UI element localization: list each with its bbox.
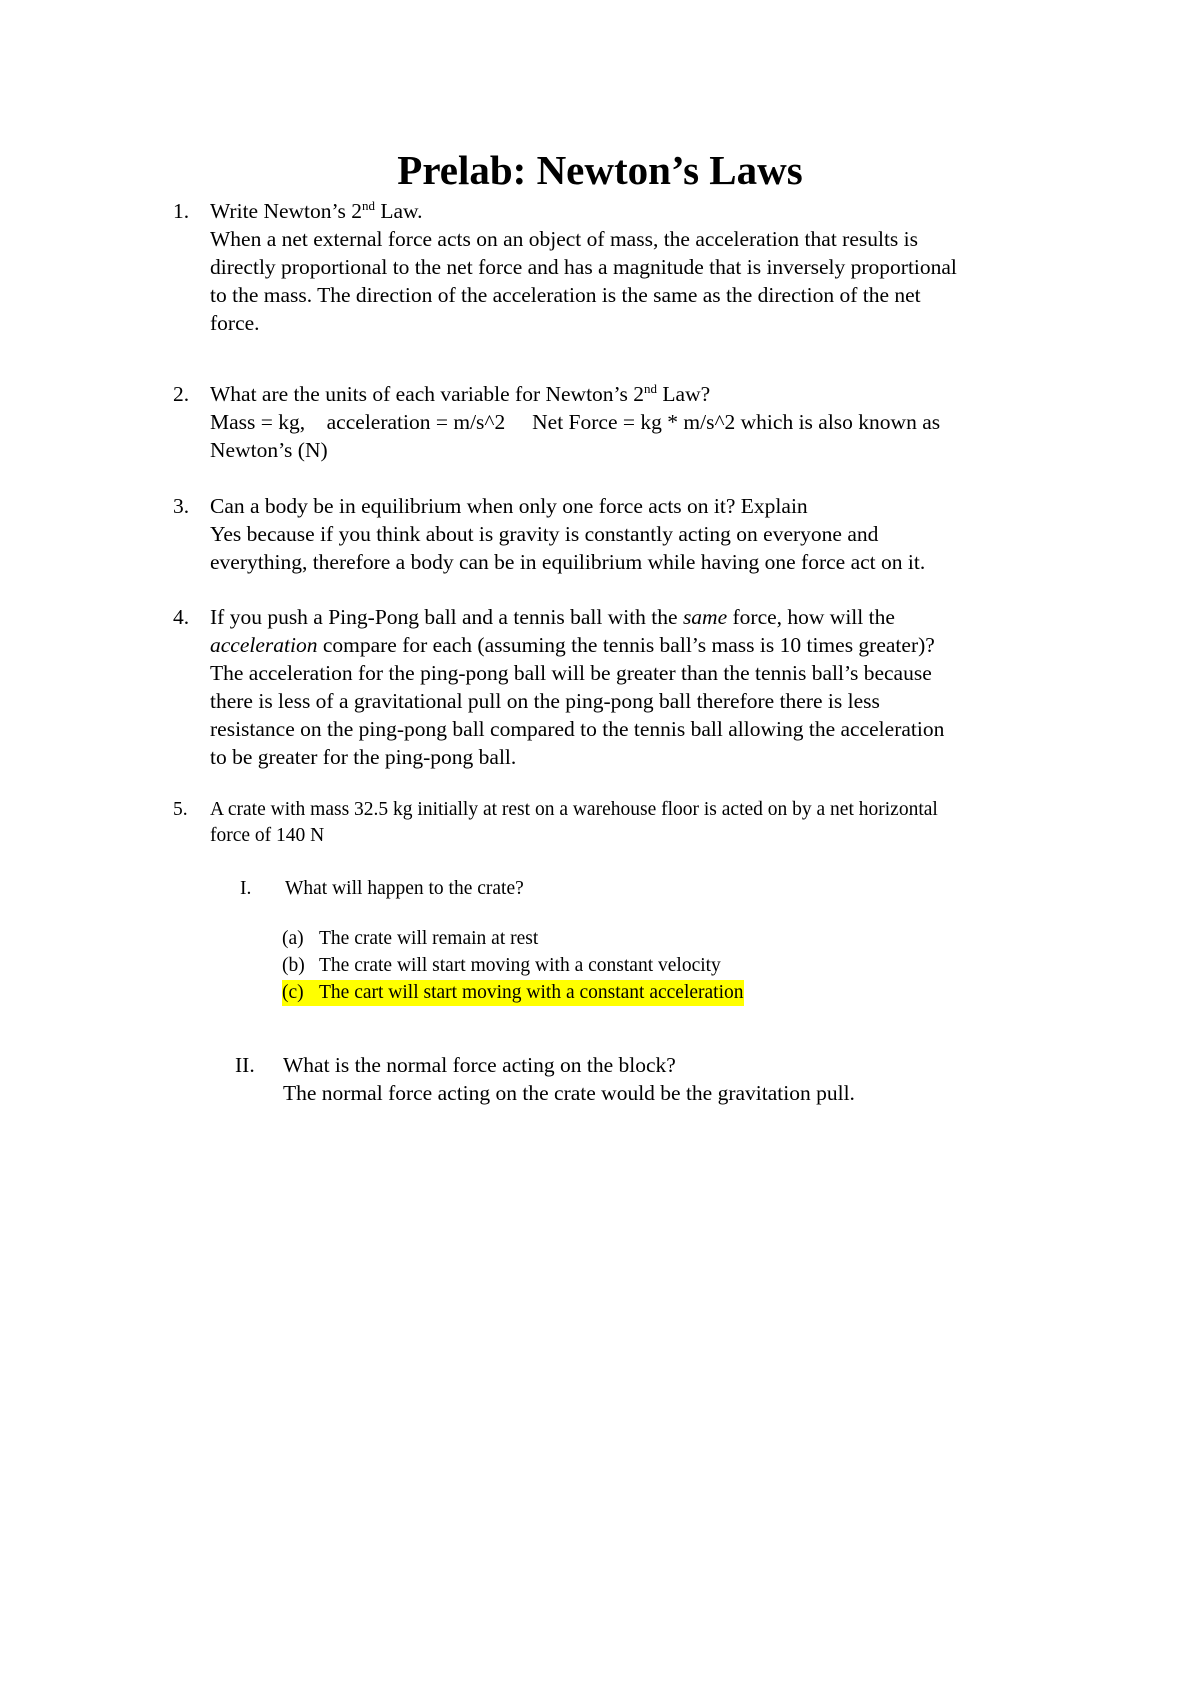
question-body [210,197,1080,337]
question-text [210,603,1080,631]
question-number: 4. [173,605,190,629]
question-text-part: If you push a Ping-Pong ball and a tennis ball with the [210,605,683,629]
question-text [210,631,1080,659]
option-letter: (a) [282,928,304,949]
option-c-highlighted [282,980,744,1006]
superscript: nd [644,381,658,396]
answer-line: The acceleration for the ping-pong ball will be greater than the tennis ball’s because [210,661,932,685]
option-text: The crate will start moving with a constant velocity [319,955,721,976]
roman-numeral: II. [235,1053,255,1077]
answer-line: to be greater for the ping-pong ball. [210,745,517,769]
emphasis-text: acceleration [210,633,318,657]
answer-line: there is less of a gravitational pull on the ping-pong ball therefore there is less [210,689,880,713]
question-text [210,197,1080,225]
question-number: 5. [173,799,188,820]
option-a [282,926,538,952]
answer-line: directly proportional to the net force and has a magnitude that is inversely proportional [210,255,957,279]
question-text: force of 140 N [210,825,325,846]
question-text-part: Write Newton’s 2 [210,199,362,223]
answer-line: When a net external force acts on an object of mass, the acceleration that results is [210,227,919,251]
question-body [210,797,1080,849]
page-title: Prelab: Newton’s Laws [397,147,803,193]
question-text: Can a body be in equilibrium when only one force acts on it? Explain [210,494,808,518]
question-text-part: What are the units of each variable for Newton’s 2 [210,382,645,406]
answer-line: to the mass. The direction of the acceleration is the same as the direction of the net [210,283,921,307]
question-body [210,603,1080,771]
sub-question-text: What will happen to the crate? [285,878,524,899]
option-letter: (c) [282,982,304,1003]
question-text-part: compare for each (assuming the tennis ball’s mass is 10 times greater)? [317,633,935,657]
question-text-part: Law. [375,199,423,223]
question-number: 2. [173,382,190,406]
roman-numeral: I. [240,878,252,899]
answer-line: The normal force acting on the crate would be the gravitation pull. [283,1081,855,1105]
answer-line: force. [210,311,260,335]
emphasis-text: same [682,605,728,629]
question-text: A crate with mass 32.5 kg initially at rest on a warehouse floor is acted on by a net horizontal [210,799,938,820]
question-text [210,380,1080,408]
superscript: nd [362,198,375,213]
answer-line: Mass = kg, acceleration = m/s^2 Net Force = kg * m/s^2 which is also known as [210,410,941,434]
option-letter: (b) [282,955,305,976]
answer-line: resistance on the ping-pong ball compared to the tennis ball allowing the acceleration [210,717,945,741]
question-text-part: Law? [657,382,711,406]
answer-line: Newton’s (N) [210,438,328,462]
answer-line: Yes because if you think about is gravity is constantly acting on everyone and [210,522,879,546]
question-number: 3. [173,494,190,518]
question-text-part: force, how will the [727,605,895,629]
question-body [210,492,1080,576]
option-b [282,953,721,979]
answer-line: everything, therefore a body can be in equilibrium while having one force act on it. [210,550,926,574]
option-text: The cart will start moving with a constant acceleration [319,982,744,1003]
sub-question-text: What is the normal force acting on the block? [283,1053,676,1077]
question-body [210,380,1080,464]
question-number: 1. [173,199,190,223]
option-text: The crate will remain at rest [319,928,539,949]
